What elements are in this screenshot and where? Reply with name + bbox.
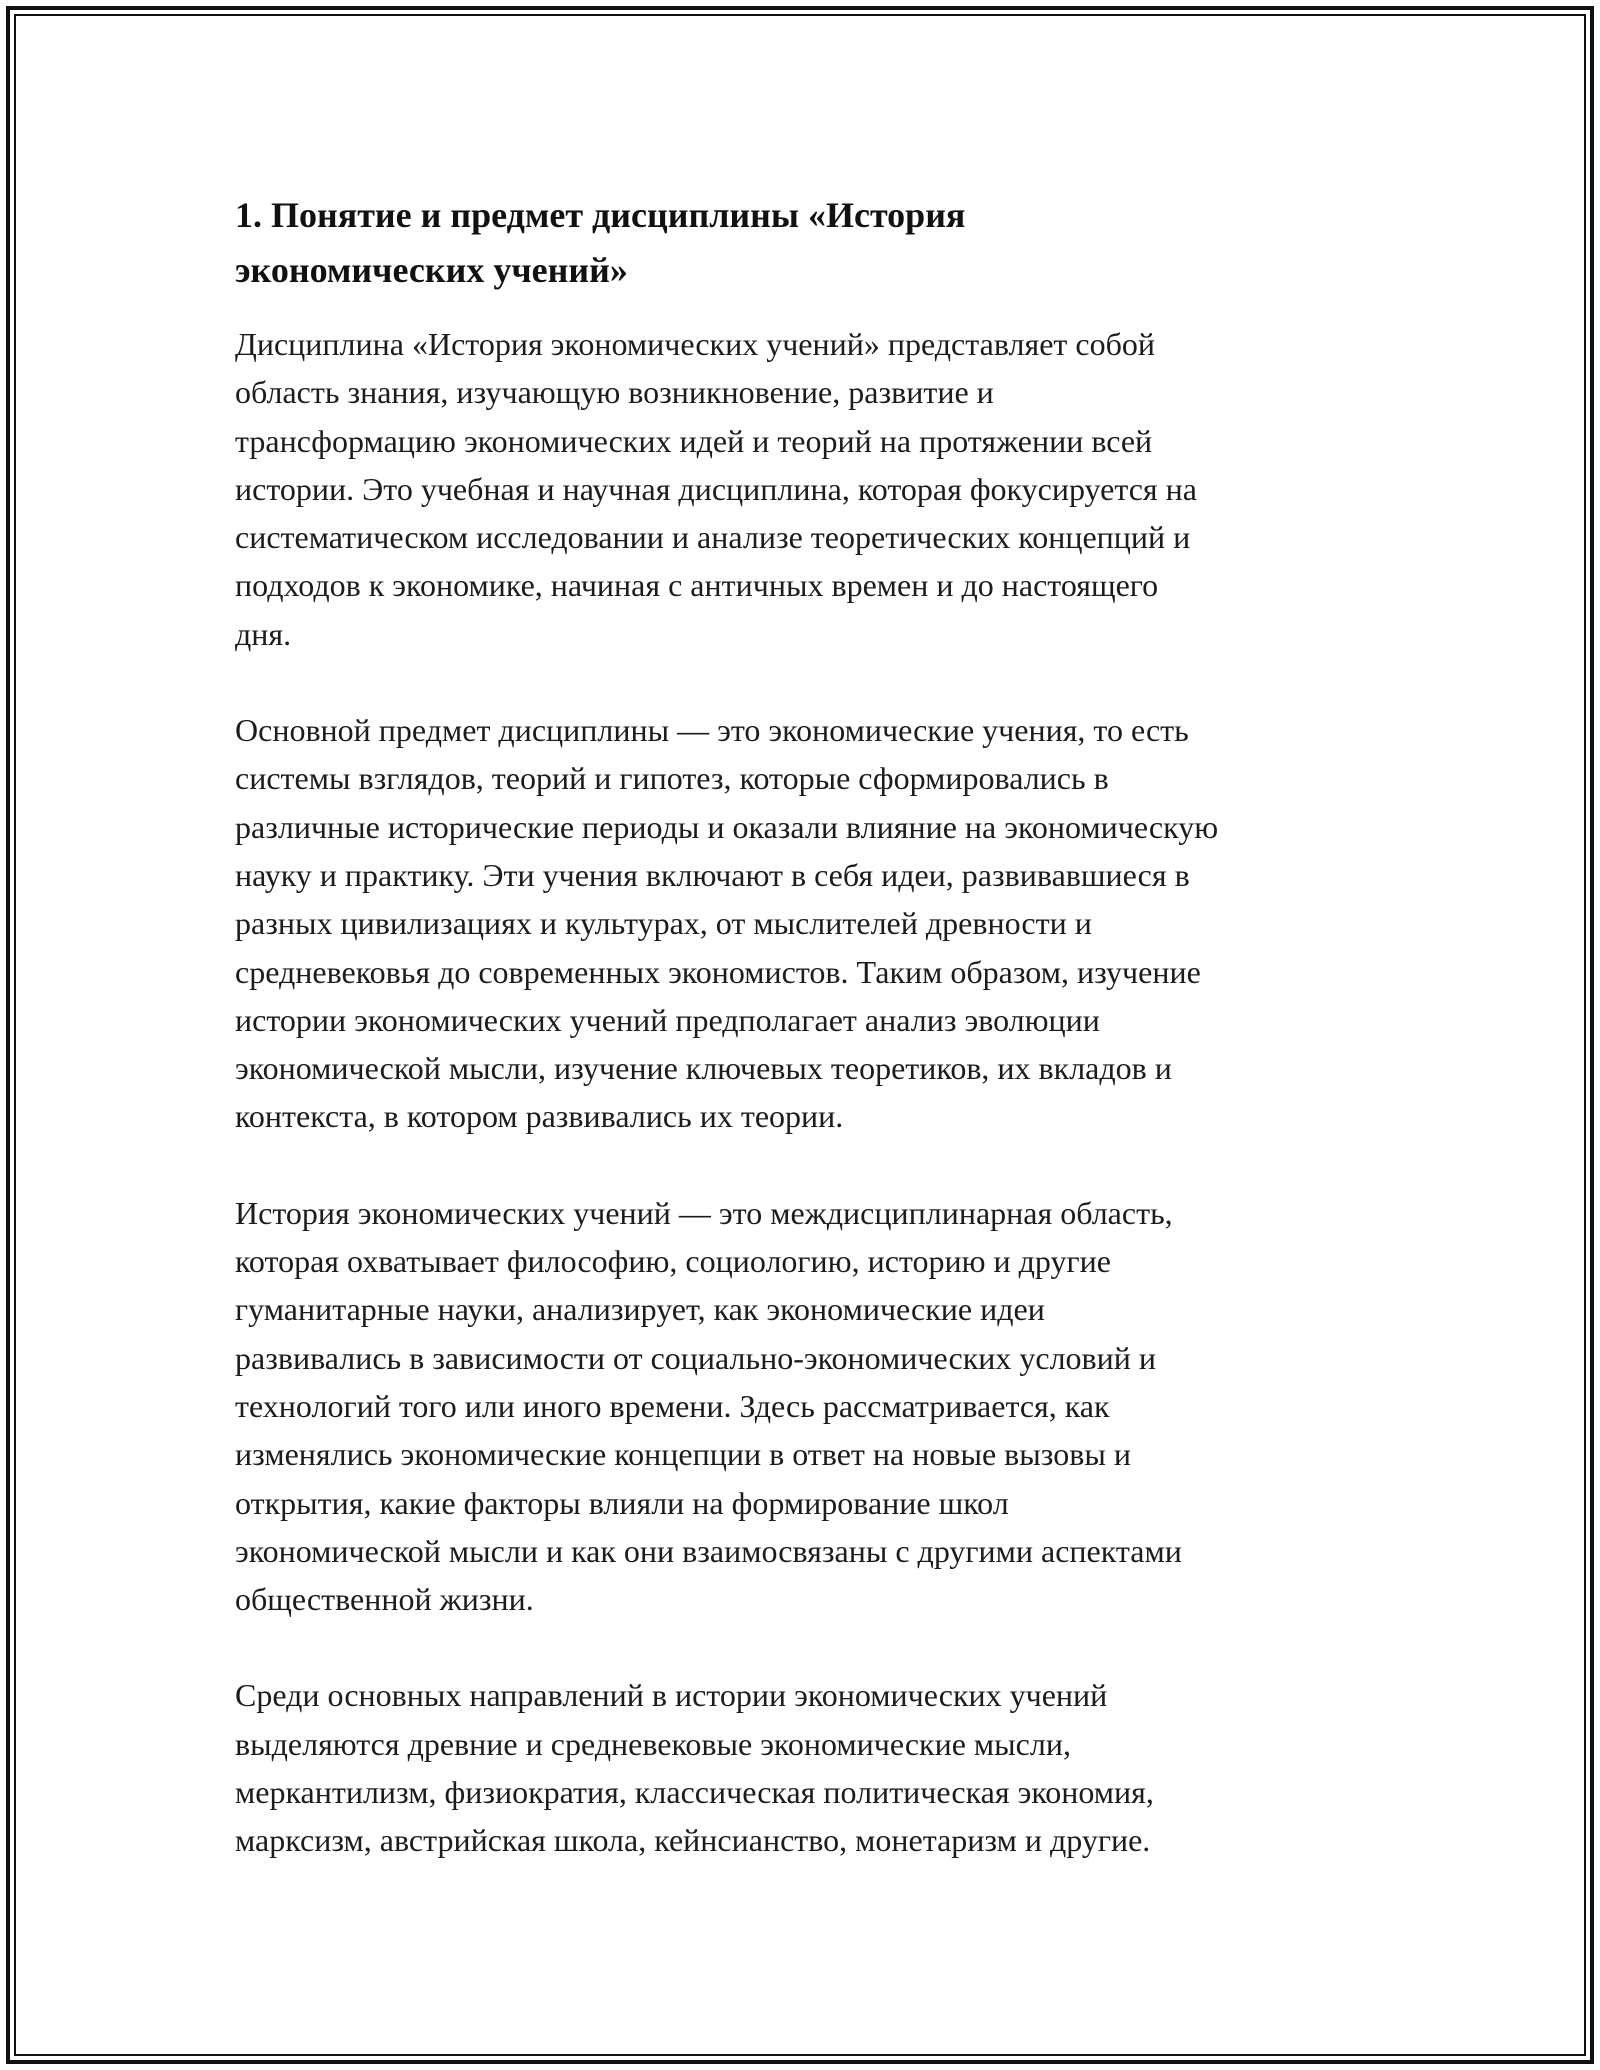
text-line: науку и практику. Эти учения включают в себя идеи, развивавшиеся в [235,856,1190,893]
text-line: развивались в зависимости от социально-экономических условий и [235,1339,1157,1376]
text-line: трансформацию экономических идей и теорий на протяжении всей [235,422,1153,459]
text-line: средневековья до современных экономистов. Таким образом, изучение [235,953,1201,990]
text-line: подходов к экономике, начиная с античных времен и до настоящего [235,567,1159,604]
text-line: разных цивилизациях и культурах, от мыслителей древности и [235,905,1092,942]
text-line: область знания, изучающую возникновение, развитие и [235,374,994,411]
section-heading: 1. Понятие и предмет дисциплины «История экономических учений» [235,195,966,290]
text-line: Среди основных направлений в истории экономических учений [235,1677,1108,1714]
text-line: систематическом исследовании и анализе теоретических концепций и [235,519,1191,556]
text-line: История экономических учений — это междисциплинарная область, [235,1194,1173,1231]
text-line: экономической мысли и как они взаимосвязаны с другими аспектами [235,1532,1182,1569]
paragraph [235,1189,1375,1624]
text-line: Дисциплина «История экономических учений» представляет собой [235,326,1155,362]
paragraph-list [235,320,1375,1865]
text-line: изменялись экономические концепции в ответ на новые вызовы и [235,1436,1131,1473]
text-line: меркантилизм, физиократия, классическая политическая экономия, [235,1774,1154,1811]
text-line: Основной предмет дисциплины — это экономические учения, то есть [235,712,1189,749]
text-line: выделяются древние и средневековые экономические мысли, [235,1725,1071,1762]
text-line: которая охватывает философию, социологию, историю и другие [235,1243,1111,1280]
paragraph [235,706,1375,1141]
text-line: системы взглядов, теорий и гипотез, которые сформировались в [235,760,1109,797]
text-line: экономической мысли, изучение ключевых теоретиков, их вкладов и [235,1050,1172,1087]
text-line: контекста, в котором развивались их теории. [235,1098,844,1135]
text-line: дня. [235,615,292,652]
document-body [235,188,1375,1865]
text-line: различные исторические периоды и оказали влияние на экономическую [235,808,1219,845]
text-line: технологий того или иного времени. Здесь рассматривается, как [235,1387,1110,1424]
text-line: открытия, какие факторы влияли на формирование школ [235,1484,1009,1521]
text-line: общественной жизни. [235,1581,534,1618]
paragraph [235,1671,1375,1864]
text-line: истории экономических учений предполагает анализ эволюции [235,1001,1100,1038]
paragraph [235,320,1375,658]
text-line: истории. Это учебная и научная дисциплина, которая фокусируется на [235,470,1197,507]
text-line: гуманитарные науки, анализирует, как экономические идеи [235,1291,1045,1328]
text-line: марксизм, австрийская школа, кейнсианство, монетаризм и другие. [235,1822,1151,1859]
